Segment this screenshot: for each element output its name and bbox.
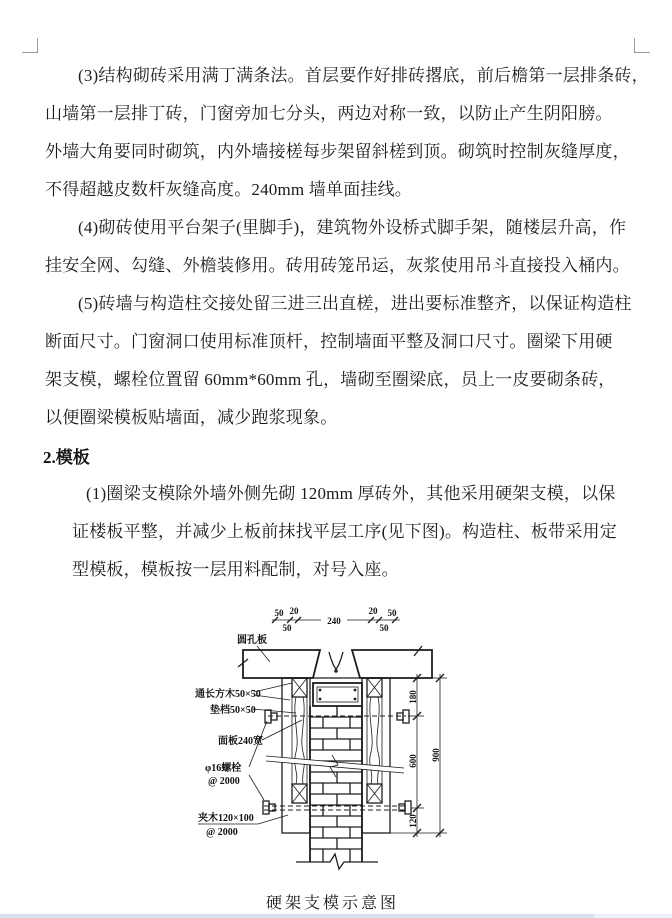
bottom-scrollbar-track[interactable] xyxy=(594,914,672,918)
text-line: (3)结构砌砖采用满丁满条法。首层要作好排砖撂底，前后檐第一层排条砖， xyxy=(78,66,649,85)
dim-top-50b-left: 50 xyxy=(282,623,292,633)
callout-labels xyxy=(195,633,302,838)
bottom-scrollbar[interactable] xyxy=(0,914,672,918)
label-hollow-slab: 圆孔板 xyxy=(237,635,267,646)
text-boundary-mark-top-left xyxy=(22,38,38,53)
text-line: 外墙大角要同时砌筑，内外墙接槎每步架留斜槎到顶。砌筑时控制灰缝厚度， xyxy=(45,142,630,161)
hollow-slabs xyxy=(238,646,432,678)
text-boundary-mark-top-right xyxy=(634,38,650,53)
label-bolt: φ16螺栓 xyxy=(205,763,242,774)
text-line: 架支模，螺栓位置留 60mm*60mm 孔，墙砌至圈梁底，员上一皮要砌条砖， xyxy=(45,370,616,389)
dim-900: 900 xyxy=(431,748,441,762)
text-line: 山墙第一层排丁砖，门窗旁加七分头，两边对称一致，以防止产生阴阳膀。 xyxy=(45,104,613,123)
ring-beam-section xyxy=(313,683,362,706)
break-band xyxy=(266,755,404,777)
text-line: 证楼板平整，并减少上板前抹找平层工序(见下图)。构造柱、板带采用定 xyxy=(72,522,617,541)
label-clamp: 夹木120×100 xyxy=(198,813,254,824)
text-line: 断面尺寸。门窗洞口使用标准顶杆，控制墙面平整及洞口尺寸。圈梁下用硬 xyxy=(45,332,613,351)
right-dimension-chain xyxy=(390,674,447,837)
dim-top-20-left: 20 xyxy=(289,606,299,616)
text-line: 以便圈梁模板贴墙面，减少跑浆现象。 xyxy=(45,408,338,427)
dim-180: 180 xyxy=(408,690,418,704)
text-line: 挂安全网、勾缝、外檐装修用。砖用砖笼吊运，灰浆使用吊斗直接投入桶内。 xyxy=(45,256,630,275)
text-line: (1)圈梁支模除外墙外侧先砌 120mm 厚砖外，其他采用硬架支模，以保 xyxy=(86,484,616,503)
brick-wall xyxy=(296,706,378,869)
dim-120: 120 xyxy=(408,814,418,828)
text-line: 型模板，模板按一层用料配制，对号入座。 xyxy=(72,560,399,579)
label-batten: 垫档50×50 xyxy=(210,705,256,716)
label-panel: 面板240宽 xyxy=(218,736,263,747)
text-line: (5)砖墙与构造柱交接处留三进三出直槎，进出要标准整齐，以保证构造柱 xyxy=(78,294,632,313)
label-bolt-spacing: @ 2000 xyxy=(208,776,240,787)
dim-top-20-right: 20 xyxy=(368,606,378,616)
formwork-diagram xyxy=(180,600,480,892)
dim-600: 600 xyxy=(408,754,418,768)
dim-top-50-left: 50 xyxy=(274,608,284,618)
section-heading: 2.模板 xyxy=(43,448,90,467)
label-timber: 通长方木50×50 xyxy=(195,689,261,700)
dim-top-240: 240 xyxy=(327,616,341,626)
label-clamp-spacing: @ 2000 xyxy=(206,827,238,838)
diagram-caption: 硬架支模示意图 xyxy=(266,895,400,912)
dim-top-50b-right: 50 xyxy=(379,623,389,633)
text-line: 不得超越皮数杆灰缝高度。240mm 墙单面挂线。 xyxy=(45,180,412,199)
text-line: (4)砌砖使用平台架子(里脚手)，建筑物外设桥式脚手架，随楼层升高，作 xyxy=(78,218,627,237)
top-dimension-line xyxy=(272,606,400,633)
lifting-hook-icon xyxy=(329,652,343,673)
dim-top-50-right: 50 xyxy=(387,608,397,618)
